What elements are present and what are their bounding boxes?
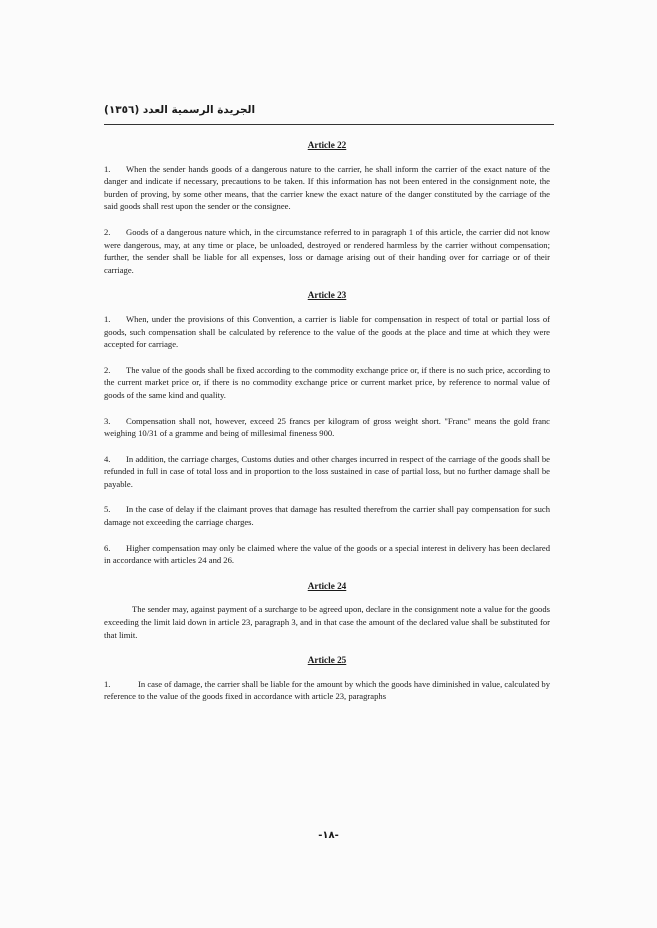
- paragraph-number: 5.: [104, 504, 111, 515]
- article-paragraph: [104, 678, 550, 703]
- article-heading: Article 24: [307, 580, 347, 591]
- paragraph-text: In the case of delay if the claimant proves that damage has resulted therefrom the carrier shall pay compensation for such damage not exceeding the carriage charges.: [104, 504, 550, 528]
- header-rule: [104, 124, 554, 125]
- article-heading: Article 22: [307, 140, 347, 150]
- article-paragraph: [104, 313, 550, 351]
- article-paragraph: [104, 503, 550, 528]
- paragraph-number: 6.: [104, 542, 111, 553]
- paragraph-text: The value of the goods shall be fixed according to the commodity exchange price or, if there is no such price, according to the current market price or, if there is no commodity exchange price or current market price, by reference to normal value of goods of the same kind and quality.: [104, 364, 550, 400]
- paragraph-number: 4.: [104, 453, 111, 464]
- paragraph-number: 2.: [104, 226, 111, 237]
- paragraph-text: Goods of a dangerous nature which, in the circumstance referred to in paragraph 1 of this article, the carrier did not know were dangerous, may, at any time or place, be unloaded, destroyed or rendered harmless by the carrier without compensation; further, the sender shall be liable for all expenses, loss or damage arising out of their handing over for carriage or of their carriage.: [104, 226, 550, 275]
- paragraph-text: When the sender hands goods of a dangerous nature to the carrier, he shall inform the carrier of the exact nature of the danger and indicate if necessary, precautions to be taken. If this information has not been entered in the consignment note, the burden of proving, by some other means, that the carrier knew the exact nature of the danger constituted by the carriage of the said goods shall rest upon the sender or the consignee.: [104, 163, 550, 212]
- paragraph-text: When, under the provisions of this Convention, a carrier is liable for compensation in respect of total or partial loss of goods, such compensation shall be calculated by reference to the value of the goods at the place and time at which they were accepted for carriage.: [104, 313, 550, 350]
- paragraph-number: 1.: [104, 678, 111, 689]
- paragraph-text: Compensation shall not, however, exceed 25 francs per kilogram of gross weight short. "Franc" means the gold franc weighing 10/31 of a gramme and being of millesimal fineness 900.: [104, 415, 550, 439]
- article-heading: Article 25: [307, 655, 347, 666]
- paragraph-text: The sender may, against payment of a surcharge to be agreed upon, declare in the consignment note a value for the goods exceeding the limit laid down in article 23, paragraph 3, and in that case the amount of the declared value shall be substituted for that limit.: [104, 604, 550, 640]
- paragraph-number: 1.: [104, 163, 111, 174]
- article-paragraph: [104, 542, 550, 567]
- paragraph-text: In addition, the carriage charges, Customs duties and other charges incurred in respect of the carriage of the goods shall be refunded in full in case of total loss and in proportion to the loss sustained in case of partial loss, but no further damage shall be payable.: [104, 453, 550, 489]
- paragraph-text: In case of damage, the carrier shall be liable for the amount by which the goods have diminished in value, calculated by reference to the value of the goods fixed in accordance with article 23, paragraphs: [104, 678, 550, 702]
- article-paragraph: [104, 364, 550, 402]
- article-paragraph: [104, 453, 550, 491]
- paragraph-number: 1.: [104, 313, 111, 324]
- article-heading: Article 23: [307, 290, 347, 301]
- paragraph-number: 3.: [104, 415, 111, 426]
- article-paragraph: [104, 163, 550, 213]
- article-paragraph: [104, 226, 550, 276]
- paragraph-number: 2.: [104, 364, 111, 375]
- article-paragraph: [104, 415, 550, 440]
- article-paragraph: [104, 603, 550, 641]
- page-number: -١٨-: [318, 830, 339, 841]
- document-body: [104, 139, 550, 716]
- gazette-header-title: الجريدة الرسمية العدد (١٣٥٦): [104, 104, 256, 116]
- page-header: [104, 104, 554, 122]
- paragraph-text: Higher compensation may only be claimed where the value of the goods or a special interest in delivery has been declared in accordance with articles 24 and 26.: [104, 542, 550, 566]
